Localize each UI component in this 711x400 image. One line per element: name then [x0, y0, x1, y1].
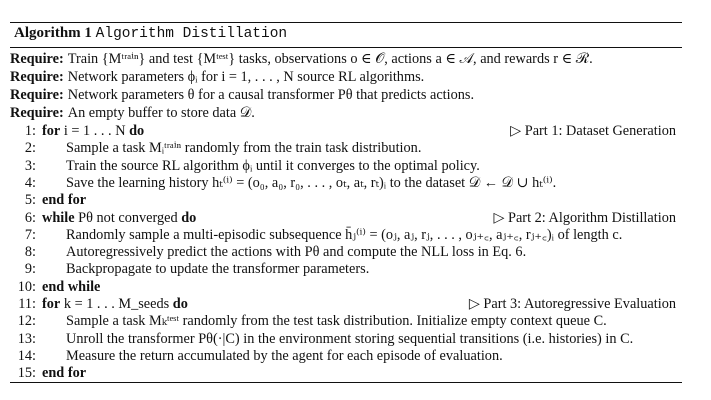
line-comment: ▷ Part 2: Algorithm Distillation: [493, 209, 676, 226]
require-keyword: Require:: [10, 105, 64, 121]
line-text: while Pθ not converged do: [42, 209, 197, 226]
line-comment: ▷ Part 3: Autoregressive Evaluation: [468, 296, 676, 312]
algorithm-line: [10, 330, 682, 348]
require-line: [10, 50, 682, 68]
line-comment: ▷ Part 1: Dataset Generation: [510, 123, 676, 139]
require-text: Network parameters θ for a causal transformer Pθ that predicts actions.: [67, 87, 475, 103]
algorithm-line: [10, 364, 682, 382]
line-number: 15:: [17, 365, 36, 382]
algorithm-line: [10, 243, 682, 261]
require-line: [10, 86, 682, 104]
algorithm-line: [10, 295, 682, 313]
require-text: Network parameters ϕᵢ for i = 1, . . . , N source RL algorithms.: [67, 69, 425, 85]
line-number: 9:: [24, 261, 36, 278]
line-text: Autoregressively predict the actions with Pθ and compute the NLL loss in Eq. 6.: [66, 244, 527, 261]
algorithm-line: [10, 174, 682, 192]
line-text: Backpropagate to update the transformer parameters.: [66, 261, 370, 278]
algorithm-label: Algorithm 1: [14, 25, 92, 41]
line-number: 11:: [18, 296, 36, 312]
line-text: Sample a task Mᵢᵗʳᵃⁱⁿ randomly from the train task distribution.: [66, 140, 422, 157]
line-text: Unroll the transformer Pθ(·|C) in the environment storing sequential transitions (i.e. histories) in C.: [66, 330, 634, 347]
require-line: [10, 104, 682, 122]
title-rule: [10, 47, 682, 48]
algorithm-line: [10, 278, 682, 296]
line-text: Measure the return accumulated by the agent for each episode of evaluation.: [66, 347, 503, 364]
line-text: Sample a task Mₖᵗᵉˢᵗ randomly from the test task distribution. Initialize empty context queue C.: [66, 313, 607, 330]
keyword: end for: [42, 192, 87, 209]
keyword: for: [42, 296, 61, 312]
line-number: 4:: [24, 174, 36, 191]
keyword: end for: [42, 365, 87, 382]
algorithm-line: [10, 312, 682, 330]
algorithm-line: [10, 191, 682, 209]
line-text: Train the source RL algorithm ϕᵢ until it converges to the optimal policy.: [66, 157, 480, 174]
line-number: 13:: [17, 330, 36, 347]
algorithm-line: [10, 260, 682, 278]
require-text: Train {Mᵗʳᵃⁱⁿ} and test {Mᵗᵉˢᵗ} tasks, observations o ∈ 𝒪, actions a ∈ 𝒜, and rewards r ∈ ℛ.: [67, 51, 593, 67]
line-text: for i = 1 . . . N do: [42, 123, 145, 139]
line-number: 3:: [24, 157, 36, 174]
algorithm-line: [10, 347, 682, 365]
line-number: 1:: [24, 123, 36, 139]
line-text: [42, 192, 86, 208]
line-text: [42, 365, 86, 381]
bottom-rule: [10, 382, 682, 383]
keyword: do: [181, 209, 197, 226]
line-text: Randomly sample a multi-episodic subsequence h̄ⱼ⁽ⁱ⁾ = (oⱼ, aⱼ, rⱼ, . . . , oⱼ₊꜀, aⱼ₊꜀, rⱼ₊꜀)ᵢ of length c.: [66, 226, 623, 243]
require-keyword: Require:: [10, 51, 64, 67]
algorithm-line: [10, 157, 682, 175]
require-text: An empty buffer to store data 𝒟.: [67, 105, 255, 121]
algorithm-title: [14, 25, 287, 42]
top-rule: [10, 22, 682, 23]
keyword: do: [129, 123, 145, 139]
line-text: for k = 1 . . . M_seeds do: [42, 296, 188, 312]
require-line: [10, 68, 682, 86]
algorithm-line: [10, 226, 682, 244]
keyword: while: [42, 209, 75, 226]
line-number: 14:: [17, 347, 36, 364]
line-number: 7:: [24, 226, 36, 243]
line-number: 12:: [17, 313, 36, 330]
algorithm-name: Algorithm Distillation: [95, 26, 288, 42]
keyword: for: [42, 123, 61, 139]
algorithm-line: [10, 209, 682, 227]
line-number: 8:: [24, 244, 36, 261]
line-number: 6:: [24, 209, 36, 226]
line-number: 2:: [24, 140, 36, 157]
keyword: do: [172, 296, 188, 312]
algorithm-line: [10, 139, 682, 157]
line-text: Save the learning history hₜ⁽ⁱ⁾ = (o₀, a₀, r₀, . . . , oₜ, aₜ, rₜ)ᵢ to the dataset 𝒟 ← 𝒟 ∪ hₜ⁽ⁱ⁾.: [66, 174, 557, 191]
keyword: end while: [42, 278, 101, 295]
line-number: 5:: [24, 192, 36, 209]
require-keyword: Require:: [10, 87, 64, 103]
line-text: [42, 279, 100, 295]
algorithm-line: [10, 122, 682, 140]
line-number: 10:: [17, 278, 36, 295]
require-keyword: Require:: [10, 69, 64, 85]
